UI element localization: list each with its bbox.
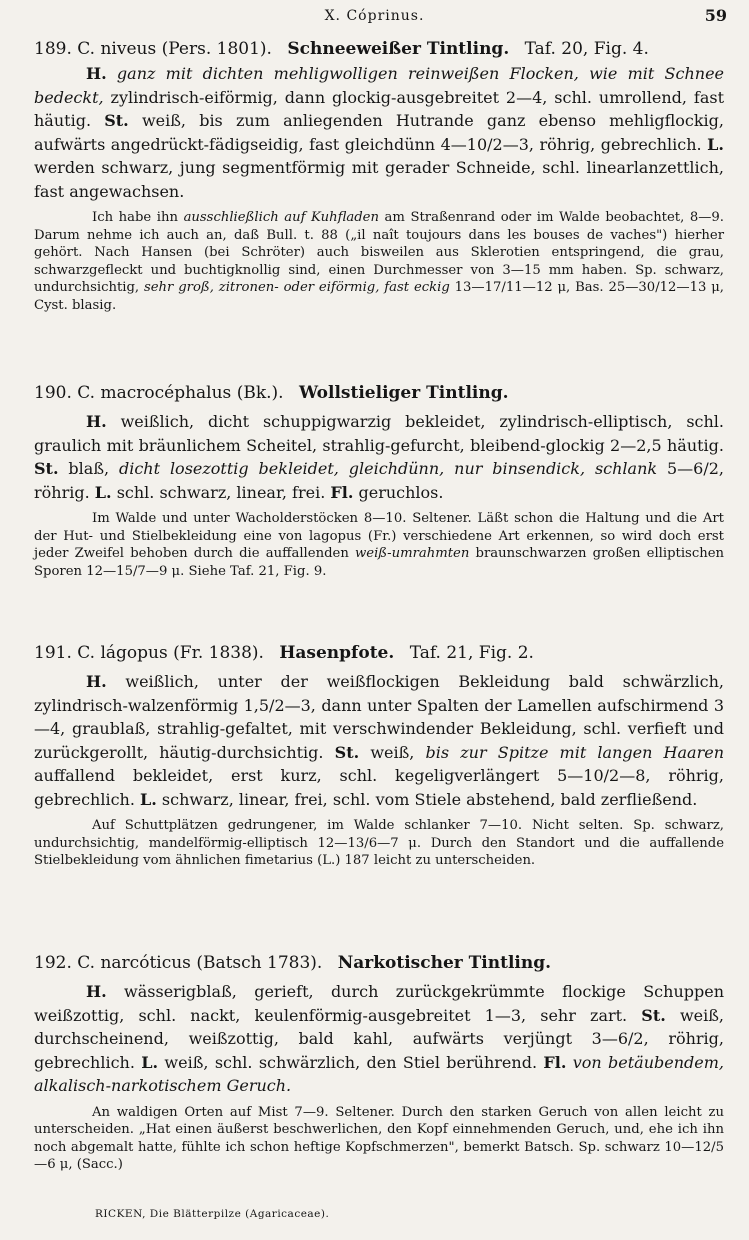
- entry-number: 191.: [34, 643, 72, 663]
- smell-label: Fl.: [543, 1052, 567, 1072]
- note-text: 13—17/11—12 μ, Bas. 25—30/12—13 μ, Cyst. blasig.: [34, 280, 725, 313]
- author-citation: (Bk.).: [236, 383, 284, 403]
- latin-name: C. macrocéphalus: [77, 383, 232, 403]
- note-text: Ich habe ihn: [92, 210, 184, 225]
- hat-label: H.: [86, 412, 107, 431]
- stem-text: weiß, bis zum anliegenden Hutrande ganz ebenso mehligflockig, aufwärts angedrückt-fädigseidig, fast gleichdünn 4—10/2—3, röhrig, gebrechlich.: [34, 111, 724, 154]
- plate-reference: Taf. 21, Fig. 2.: [409, 643, 534, 663]
- note-text: braunschwarzen großen elliptischen Sporen 12—15/7—9 μ. Siehe Taf. 21, Fig. 9.: [34, 546, 724, 579]
- stem-italic: dicht losezottig bekleidet, gleichdünn, nur binsendick, schlank: [118, 459, 658, 478]
- species-entry-190: [34, 380, 724, 580]
- entry-heading: [34, 36, 724, 62]
- note-text: am Straßenrand oder im Walde beobachtet, 8—9. Darum nehme ich auch an, daß Bull. t. 88 („il naît toujours dans les bouses de vaches") hierher gehört. Nach Hansen (bei Schröter) auch bisweilen aus Sklerotien entspringend, die grau, schwarzgefleckt und buchtigknollig sind, einen Durchmesser von 3—15 mm haben. Sp. schwarz, undurchsichtig,: [34, 210, 724, 296]
- stem-text: 5—6/2, röhrig.: [34, 459, 724, 502]
- stem-label: St.: [334, 742, 360, 762]
- note-italic: sehr groß, zitronen- oder eiförmig, fast eckig: [143, 280, 450, 296]
- stem-text: blaß,: [58, 459, 119, 478]
- stem-text: weiß,: [359, 742, 426, 762]
- latin-name: C. lágopus: [77, 643, 168, 663]
- gills-label: L.: [707, 134, 724, 154]
- gills-label: L.: [140, 789, 157, 809]
- species-entry-192: [34, 950, 724, 1174]
- description: [34, 980, 724, 1098]
- entry-heading: [34, 380, 724, 406]
- entry-number: 192.: [34, 953, 72, 973]
- stem-label: St.: [34, 459, 59, 478]
- author-citation: (Pers. 1801).: [161, 39, 272, 59]
- entry-number: 189.: [34, 39, 72, 59]
- latin-name: C. narcóticus: [77, 953, 191, 973]
- page-number: 59: [704, 6, 727, 25]
- species-entry-189: [34, 36, 724, 315]
- hat-text: weißlich, unter der weißflockigen Bekleidung bald schwärzlich, zylindrisch-walzenförmig 1,5/2—3, dann unter Spalten der Lamellen aufschirmend 3—4, graublaß, strahlig-gefaltet, mit verschwindender Bekleidung, schl. verfieft und zurückgerollt, häutig-durchsichtig.: [34, 672, 724, 762]
- gills-text: weiß, schl. schwärzlich, den Stiel berührend.: [158, 1052, 538, 1072]
- note-italic: weiß-umrahmten: [355, 546, 470, 562]
- hat-text: wässerigblaß, gerieft, durch zurückgekrümmte flockige Schuppen weißzottig, schl. nackt, keulenförmig-ausgebreitet 1—3, sehr zart.: [34, 982, 724, 1025]
- smell-italic: von betäubendem, alkalisch-narkotischem Geruch.: [34, 1052, 725, 1095]
- german-name: Hasenpfote.: [279, 643, 395, 663]
- note-italic: ausschließlich auf Kuhfladen: [183, 210, 379, 225]
- hat-label: H.: [86, 982, 107, 1001]
- note-text: An waldigen Orten auf Mist 7—9. Seltener. Durch den starken Geruch von allen leicht zu unterscheiden. „Hat einen äußerst beschwerlichen, den Kopf einnehmenden Geruch, und, ehe ich ihn noch abgemalt hatte, fühlte ich schon heftige Kopfschmerzen", bemerkt Batsch. Sp. schwarz 10—12/5—6 μ, (Sacc.): [34, 1104, 724, 1173]
- description: [34, 410, 724, 504]
- entry-heading: [34, 640, 724, 666]
- description: [34, 670, 724, 811]
- description: [34, 62, 724, 203]
- hat-text-italic: ganz mit dichten mehligwolligen reinweißen Flocken, wie mit Schnee bedeckt,: [34, 64, 725, 107]
- stem-text: weiß, durchscheinend, weißzottig, bald kahl, aufwärts verjüngt 3—6/2, röhrig, gebrechlich.: [34, 1005, 725, 1072]
- stem-label: St.: [104, 111, 129, 130]
- smell-label: Fl.: [330, 482, 354, 502]
- entry-heading: [34, 950, 724, 976]
- source-footer: RICKEN, Die Blätterpilze (Agaricaceae).: [95, 1208, 330, 1220]
- gills-text: schl. schwarz, linear, frei.: [111, 482, 326, 502]
- hat-text: zylindrisch-eiförmig, dann glockig-ausgebreitet 2—4, schl. umrollend, fast häutig.: [34, 87, 724, 130]
- observation-note: [34, 1104, 724, 1174]
- plate-reference: Taf. 20, Fig. 4.: [524, 39, 649, 59]
- author-citation: (Batsch 1783).: [196, 953, 323, 973]
- hat-text: weißlich, dicht schuppigwarzig bekleidet, zylindrisch-elliptisch, schl. graulich mit bräunlichem Scheitel, strahlig-gefurcht, bleibend-glockig 2—2,5 häutig.: [34, 412, 724, 455]
- gills-text: werden schwarz, jung segmentförmig mit gerader Schneide, schl. linearlanzettlich, fast angewachsen.: [34, 158, 724, 201]
- author-citation: (Fr. 1838).: [173, 643, 264, 663]
- gills-label: L.: [94, 482, 112, 502]
- german-name: Wollstieliger Tintling.: [298, 383, 509, 403]
- hat-label: H.: [86, 64, 107, 83]
- latin-name: C. niveus: [77, 39, 157, 59]
- observation-note: [34, 209, 724, 315]
- stem-label: St.: [641, 1005, 666, 1025]
- gills-text: schwarz, linear, frei, schl. vom Stiele abstehend, bald zerfließend.: [156, 789, 698, 809]
- running-head: X. Cóprinus.: [324, 8, 425, 24]
- observation-note: [34, 817, 724, 870]
- stem-italic: bis zur Spitze mit langen Haaren: [425, 742, 724, 762]
- german-name: Schneeweißer Tintling.: [287, 39, 510, 59]
- observation-note: [34, 510, 724, 580]
- smell-text: geruchlos.: [353, 482, 444, 502]
- german-name: Narkotischer Tintling.: [337, 953, 552, 973]
- note-text: Auf Schuttplätzen gedrungener, im Walde schlanker 7—10. Nicht selten. Sp. schwarz, undurchsichtig, mandelförmig-elliptisch 12—13/6—7 μ. Durch den Standort und die auffallende Stielbekleidung vom ähnlichen fimetarius (L.) 187 leicht zu unterscheiden.: [34, 818, 724, 869]
- stem-text: auffallend bekleidet, erst kurz, schl. kegeligverlängert 5—10/2—8, röhrig, gebrechlich.: [34, 766, 724, 809]
- species-entry-191: [34, 640, 724, 870]
- note-text: Im Walde und unter Wacholderstöcken 8—10. Seltener. Läßt schon die Haltung und die Art der Hut- und Stielbekleidung eine von lagopus (Fr.) verschiedene Art erkennen, so wird doch erst jeder Zweifel behoben durch die auffallenden: [34, 511, 724, 562]
- hat-label: H.: [86, 672, 107, 691]
- entry-number: 190.: [34, 383, 72, 403]
- gills-label: L.: [141, 1052, 159, 1072]
